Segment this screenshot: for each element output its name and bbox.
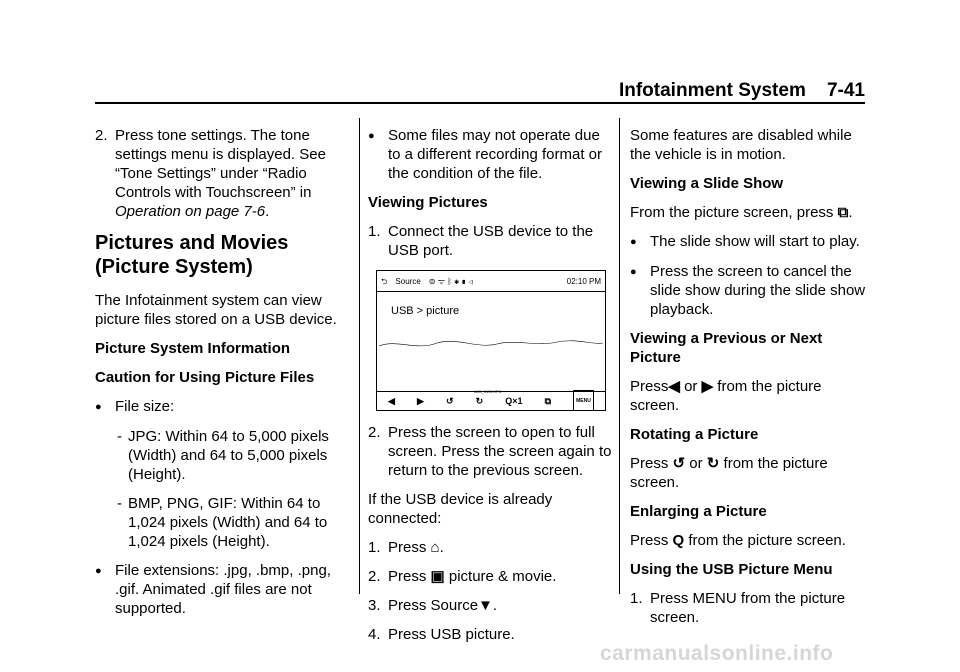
paragraph: Some features are disabled while the vehicle is in motion. [630, 127, 852, 163]
list-item: 2. Press tone settings. The tone settings menu is displayed. See “Tone Settings” under “Radio Controls with Touchscreen” in Operation on page 7-6. [95, 127, 326, 220]
rotate-left-icon: ↺ [446, 395, 454, 406]
list-item: 2. Press the screen to open to full screen. Press the screen again to return to the previous screen. [368, 424, 612, 479]
screen-controls [377, 391, 605, 410]
subheading: Viewing a Slide Show [630, 175, 784, 192]
header-rule [95, 102, 865, 104]
subheading: Viewing a Previous or Next Picture [630, 330, 823, 366]
screen-illustration [376, 270, 606, 411]
clock: 02:10 PM [566, 276, 601, 286]
column-3 [630, 126, 870, 637]
header-title: Infotainment System 7-41 [618, 80, 865, 101]
zoom-icon: Q×1 [505, 395, 523, 406]
bullet-icon: ● [630, 266, 637, 278]
subheading: Viewing Pictures [368, 194, 488, 211]
dropdown-arrow-icon: ▼ [478, 597, 493, 614]
rotate-right-icon: ↻ [706, 455, 720, 472]
paragraph: The Infotainment system can view picture files stored on a USB device. [95, 292, 337, 328]
subheading: Picture System Information [95, 340, 291, 357]
slideshow-icon: ⧉ [837, 204, 849, 221]
sub-item: - BMP, PNG, GIF: Within 64 to 1,024 pixels (Width) and 64 to 1,024 pixels (Height). [117, 495, 328, 550]
previous-icon: ◀ [668, 378, 680, 395]
bullet-icon: ● [95, 565, 102, 577]
slideshow-icon: ⧉ [544, 395, 552, 406]
page-reference: Operation on page 7-6 [115, 203, 266, 220]
status-icons: ⊜ ᯤ ᛒ ✱ ▮ ◁ [428, 276, 474, 286]
menu-button: MENU [573, 390, 594, 412]
list-item: 4. Press USB picture. [368, 626, 515, 643]
watermark: carmanualsonline.info [600, 642, 834, 665]
bullet-item: ● The slide show will start to play. [630, 233, 860, 250]
column-1 [95, 126, 357, 628]
rotate-right-icon: ↻ [475, 395, 484, 406]
screen-status-bar [377, 271, 605, 292]
zoom-icon: Q [672, 532, 685, 549]
paragraph: From the picture screen, press ⧉. [630, 204, 853, 221]
paragraph: Press◀ or ▶ from the picture screen. [630, 378, 822, 414]
back-icon: ⮌ [381, 276, 388, 286]
screen-filename: IMG_0131.JPG [474, 389, 502, 394]
rotate-left-icon: ↺ [672, 455, 686, 472]
page-number: 7-41 [826, 80, 865, 101]
bullet-icon: ● [368, 130, 375, 142]
list-item: 3. Press Source▼. [368, 597, 498, 614]
paragraph: If the USB device is already connected: [368, 491, 553, 527]
list-item: 2. Press ▣ picture & movie. [368, 568, 557, 585]
picture-preview-line [377, 331, 605, 361]
bullet-item: ● File extensions: .jpg, .bmp, .png, .gif. Animated .gif files are not supported. [95, 562, 331, 617]
picture-movie-icon: ▣ [430, 568, 445, 585]
bullet-item: ● File size: [95, 398, 175, 415]
bullet-item: ● Some files may not operate due to a different recording format or the condition of the file. [368, 127, 602, 182]
subheading: Using the USB Picture Menu [630, 561, 833, 578]
subheading: Caution for Using Picture Files [95, 369, 315, 386]
subheading: Enlarging a Picture [630, 503, 767, 520]
home-icon: ⌂ [430, 539, 440, 556]
section-heading: Pictures and Movies (Picture System) [95, 232, 289, 278]
next-icon: ▶ [417, 395, 424, 406]
previous-icon: ◀ [388, 395, 395, 406]
column-2 [368, 126, 613, 654]
bullet-item: ● Press the screen to cancel the slide show during the slide show playback. [630, 263, 866, 318]
list-item: 1. Press ⌂. [368, 539, 444, 556]
paragraph: Press Q from the picture screen. [630, 532, 846, 549]
column-divider [619, 118, 620, 594]
source-button: Source [395, 276, 421, 286]
list-item: 1. Press MENU from the picture screen. [630, 590, 846, 626]
screen-path: USB > picture [391, 305, 460, 317]
subheading: Rotating a Picture [630, 426, 759, 443]
bullet-icon: ● [95, 401, 102, 413]
next-icon: ▶ [701, 378, 714, 395]
list-item: 1. Connect the USB device to the USB port. [368, 223, 594, 259]
sub-item: - JPG: Within 64 to 5,000 pixels (Width) and 64 to 5,000 pixels (Height). [117, 428, 329, 483]
bullet-icon: ● [630, 236, 637, 248]
column-divider [359, 118, 360, 594]
paragraph: Press ↺ or ↻ from the picture screen. [630, 455, 828, 491]
